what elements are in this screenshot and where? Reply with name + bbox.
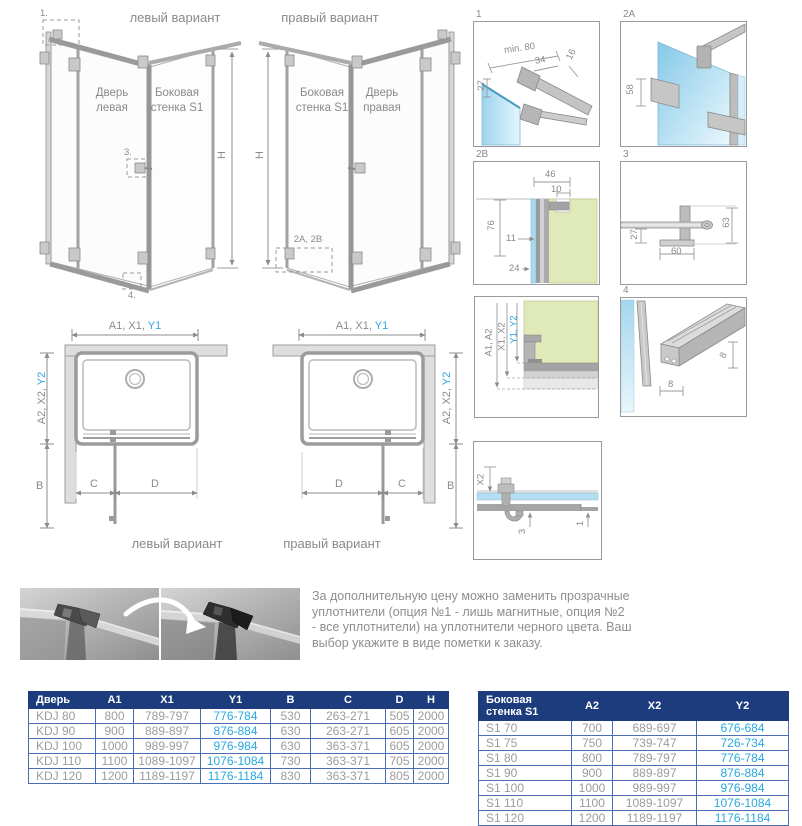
right-sidewall-label-line2: стенка S1 (295, 101, 349, 114)
note-line: - все уплотнители) на уплотнители черного цвета. Ваш (312, 620, 632, 634)
detail-box-4 (620, 285, 747, 417)
dim-label-x1x2: X1, X2 (496, 322, 508, 351)
table-cell: 700 (572, 721, 613, 736)
table-cell: 530 (271, 709, 311, 724)
table-row (29, 769, 449, 784)
table-cell: 2000 (414, 724, 449, 739)
table-row (479, 751, 789, 766)
table-cell: 1076-1084 (201, 754, 271, 769)
detail-box-2a-label: 2A (623, 9, 636, 20)
dim-label-x2: X2 (475, 473, 487, 486)
table-cell: 676-684 (697, 721, 789, 736)
plan-right-top-dim-gray: A1, X1, (335, 320, 372, 332)
dim-label-8-height: 8 (717, 350, 730, 361)
table-cell: 363-371 (311, 769, 386, 784)
plan-right-top-dim (302, 320, 422, 332)
left-plan-art (28, 312, 253, 562)
plan-right-side-dim-blue: Y2 (441, 371, 453, 386)
right-sidewall-label-line1: Боковая (299, 87, 345, 99)
table-cell: 1000 (96, 739, 134, 754)
detail-box-4-label: 4 (623, 285, 629, 296)
table-cell: 1200 (96, 769, 134, 784)
table-row (479, 766, 789, 781)
detail-marker-2a2b: 2A, 2B (293, 234, 323, 245)
replace-arrow-icon (112, 592, 222, 642)
table-cell: 800 (96, 709, 134, 724)
dim-label-1: 1 (575, 520, 587, 527)
dim-label-27: 27 (475, 80, 487, 91)
left-variant-drawing (20, 6, 252, 306)
left-sidewall-label (141, 86, 213, 116)
table-cell: 889-897 (613, 766, 697, 781)
left-door-label-line1: Дверь (95, 87, 129, 99)
table-cell: 876-884 (201, 724, 271, 739)
table-cell: 730 (271, 754, 311, 769)
table-cell: 263-271 (311, 724, 386, 739)
table-row (479, 796, 789, 811)
left-sidewall-label-line1: Боковая (154, 87, 200, 99)
table-cell: 1176-1184 (697, 811, 789, 826)
table-row (479, 721, 789, 736)
plan-left-top-dim-gray: A1, X1, (108, 320, 145, 332)
detail-box-3 (620, 149, 747, 285)
plan-left-top-dim (75, 320, 195, 332)
detail-box-x2-section (473, 441, 602, 560)
table-cell: 739-747 (613, 736, 697, 751)
table-cell: S1 100 (479, 781, 572, 796)
table-row (29, 739, 449, 754)
table-cell: 605 (386, 739, 414, 754)
table-cell: 750 (572, 736, 613, 751)
column-header: A1 (96, 692, 134, 709)
table-cell: KDJ 80 (29, 709, 96, 724)
table-cell: 1100 (572, 796, 613, 811)
plan-left-side-dim-gray: A2, X2, (36, 388, 48, 425)
detail-box-2a (620, 9, 747, 147)
left-door-label (76, 86, 148, 116)
header-row (479, 692, 789, 721)
detail-x2-art (474, 442, 601, 559)
column-header: X2 (613, 692, 697, 721)
table-cell: 630 (271, 739, 311, 754)
dim-label-27: 27 (628, 229, 640, 240)
detail-box-wall-section (474, 296, 599, 418)
dim-label-8-depth: 8 (668, 379, 674, 390)
note-line: За дополнительную цену можно заменить прозрачные (312, 589, 630, 603)
left-sidewall-label-line2: стенка S1 (150, 101, 204, 114)
table-cell: 976-984 (201, 739, 271, 754)
table-cell: 876-884 (697, 766, 789, 781)
table-cell: KDJ 90 (29, 724, 96, 739)
table-cell: 889-897 (134, 724, 201, 739)
dim-label-10: 10 (551, 184, 562, 195)
plan-right-top-dim-blue: Y1 (374, 320, 389, 332)
table-cell: 776-784 (201, 709, 271, 724)
height-dim-label: H (253, 151, 266, 159)
plan-left-side-dim-blue: Y2 (36, 371, 48, 386)
table-cell: 2000 (414, 709, 449, 724)
column-header: D (386, 692, 414, 709)
right-variant-drawing (250, 6, 482, 306)
table-cell: S1 110 (479, 796, 572, 811)
table-cell: 800 (572, 751, 613, 766)
table-cell: KDJ 110 (29, 754, 96, 769)
right-door-label-line2: правая (363, 101, 401, 114)
plan-left-d-label: D (151, 478, 159, 490)
plan-left-caption: левый вариант (131, 536, 223, 551)
column-header: H (414, 692, 449, 709)
table-cell: S1 75 (479, 736, 572, 751)
table-row (29, 754, 449, 769)
left-variant-title: левый вариант (129, 10, 221, 25)
plan-right-b-label: B (447, 480, 455, 492)
dim-label-46: 46 (545, 169, 556, 180)
table-row (479, 736, 789, 751)
plan-left-c-label: C (90, 478, 98, 490)
table-cell: 1089-1097 (134, 754, 201, 769)
plan-right-c-label: C (398, 478, 406, 490)
table-cell: S1 120 (479, 811, 572, 826)
column-header: Y2 (697, 692, 789, 721)
table-cell: 976-984 (697, 781, 789, 796)
table-cell: 263-271 (311, 709, 386, 724)
table-cell: 789-797 (613, 751, 697, 766)
column-header: A2 (572, 692, 613, 721)
right-door-label (346, 86, 418, 116)
right-variant-isometric-art (250, 6, 482, 306)
left-variant-plan (28, 312, 253, 562)
table-cell: 1089-1097 (613, 796, 697, 811)
plan-left-b-label: B (36, 480, 44, 492)
plan-right-caption: правый вариант (283, 536, 381, 551)
table-cell: 1189-1197 (134, 769, 201, 784)
dim-label-63: 63 (720, 217, 732, 228)
detail-marker-4: 4. (128, 290, 136, 301)
table-cell: 2000 (414, 754, 449, 769)
detail-box-2b-label: 2B (476, 149, 489, 160)
dim-label-min80: min. 80 (503, 40, 536, 57)
table-cell: 1000 (572, 781, 613, 796)
right-door-label-line1: Дверь (365, 87, 399, 99)
dim-label-11: 11 (506, 233, 516, 244)
detail-1-art (474, 22, 599, 146)
header-row (29, 692, 449, 709)
dim-label-a1a2: A1, A2 (483, 328, 495, 357)
plan-right-side-dim (441, 358, 453, 438)
table-cell: 2000 (414, 769, 449, 784)
dim-label-3: 3 (517, 528, 529, 535)
column-header: Y1 (201, 692, 271, 709)
note-line: выбор укажите в виде пометки к заказу. (312, 635, 543, 650)
height-dim-label: H (215, 151, 228, 159)
right-variant-plan (250, 312, 475, 562)
table-cell: 363-371 (311, 739, 386, 754)
table-cell: 1200 (572, 811, 613, 826)
table-cell: S1 80 (479, 751, 572, 766)
table-cell: 705 (386, 754, 414, 769)
sidewall-dimensions-table (478, 691, 789, 826)
table-cell: 2000 (414, 739, 449, 754)
dim-label-24: 24 (509, 263, 520, 274)
table-row (479, 811, 789, 826)
detail-marker-3: 3. (124, 147, 132, 158)
table-cell: 1076-1084 (697, 796, 789, 811)
table-cell: 830 (271, 769, 311, 784)
table-row (29, 724, 449, 739)
left-door-label-line2: левая (96, 101, 128, 114)
plan-right-side-dim-gray: A2, X2, (441, 388, 453, 425)
note-line: уплотнители (опция №1 - лишь магнитные, опция №2 (312, 604, 625, 619)
dim-label-58: 58 (624, 84, 636, 95)
plan-left-side-dim (36, 358, 48, 438)
detail-marker-1: 1. (40, 8, 48, 19)
table-cell: 776-784 (697, 751, 789, 766)
table-cell: 363-371 (311, 754, 386, 769)
table-cell: 900 (96, 724, 134, 739)
dim-label-16: 16 (564, 47, 579, 62)
table-cell: 1100 (96, 754, 134, 769)
detail-box-1-label: 1 (476, 9, 482, 20)
table-cell: S1 70 (479, 721, 572, 736)
table-cell: 726-734 (697, 736, 789, 751)
plan-right-d-label: D (335, 478, 343, 490)
table-cell: 630 (271, 724, 311, 739)
table-cell: 789-797 (134, 709, 201, 724)
table-row (479, 781, 789, 796)
dim-label-76: 76 (485, 220, 497, 231)
right-variant-title: правый вариант (281, 10, 379, 25)
table-cell: 689-697 (613, 721, 697, 736)
detail-box-3-label: 3 (623, 149, 629, 160)
table-cell: 989-997 (134, 739, 201, 754)
detail-box-1 (473, 9, 600, 147)
column-header: C (311, 692, 386, 709)
door-dimensions-table (28, 691, 449, 784)
column-header: X1 (134, 692, 201, 709)
table-cell: KDJ 100 (29, 739, 96, 754)
table-cell: 989-997 (613, 781, 697, 796)
dim-label-34: 34 (534, 54, 547, 67)
table-cell: KDJ 120 (29, 769, 96, 784)
detail-box-2b (473, 149, 600, 285)
seal-option-note (312, 589, 646, 651)
plan-left-top-dim-blue: Y1 (147, 320, 162, 332)
column-header: B (271, 692, 311, 709)
table-cell: 1176-1184 (201, 769, 271, 784)
column-header: Дверь (29, 692, 96, 709)
detail-2a-art (621, 22, 746, 146)
table-cell: 505 (386, 709, 414, 724)
dim-label-60: 60 (671, 246, 682, 257)
table-cell: 605 (386, 724, 414, 739)
column-header: Боковая стенка S1 (479, 692, 572, 721)
table-row (29, 709, 449, 724)
table-cell: S1 90 (479, 766, 572, 781)
table-cell: 805 (386, 769, 414, 784)
table-cell: 1189-1197 (613, 811, 697, 826)
dim-label-y1y2: Y1, Y2 (508, 315, 520, 344)
table-cell: 900 (572, 766, 613, 781)
